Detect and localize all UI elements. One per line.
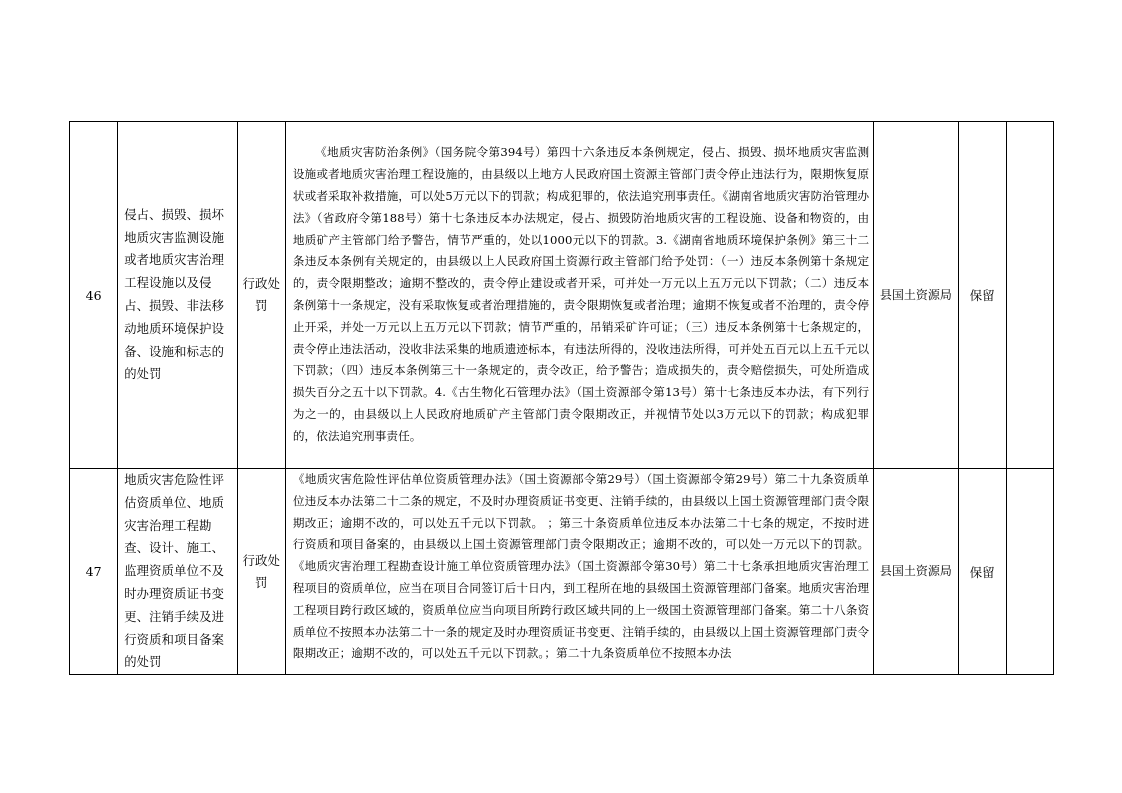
table-row: [70, 122, 1054, 469]
power-type: 行政处罚: [237, 469, 285, 675]
row-number: 47: [70, 469, 118, 675]
legal-basis-cell: [285, 122, 873, 469]
item-name: 地质灾害危险性评估资质单位、地质灾害治理工程勘查、设计、施工、监理资质单位不及时办理资质证书变更、注销手续及进行资质和项目备案的处罚: [124, 473, 225, 670]
table-row: [70, 469, 1054, 675]
responsible-dept: 县国土资源局: [874, 469, 958, 675]
remarks: [1006, 469, 1053, 675]
regulation-table: [69, 121, 1054, 675]
item-name-cell: [118, 469, 237, 675]
legal-basis-text: [286, 142, 873, 447]
disposition: 保留: [958, 122, 1006, 469]
row-number: 46: [70, 122, 118, 469]
legal-basis: 《地质灾害危险性评估单位资质管理办法》（国土资源部令第29号）（国土资源部令第29号）第二十九条资质单位违反本办法第二十二条的规定，不及时办理资质证书变更、注销手续的，由县级以上国土资源管理部门责令限期改正；逾期不改的，可以处五千元以下罚款。 ；第三十条资质单位违反本办法第二十七条的规定，不按时进行资质和项目备案的，由县级以上国土资源管理部门责令限期改正；逾期不改的，可以处一万元以下的罚款。《地质灾害治理工程勘查设计施工单位资质管理办法》（国土资源部令第30号）第二十七条承担地质灾害治理工程项目的资质单位，应当在项目合同签订后十日内，到工程所在地的县级国土资源管理部门备案。地质灾害治理工程项目跨行政区域的，资质单位应当向项目所跨行政区域共同的上一级国土资源管理部门备案。第二十八条资质单位不按照本办法第二十一条的规定及时办理资质证书变更、注销手续的，由县级以上国土资源管理部门责令限期改正；逾期不改的，可以处五千元以下罚款。；第二十九条资质单位不按照本办法: [292, 472, 870, 661]
power-type: 行政处罚: [237, 122, 285, 469]
item-name-cell: [118, 122, 237, 469]
item-name: 侵占、损毁、损坏地质灾害监测设施或者地质灾害治理工程设施以及侵占、损毁、非法移动地质环境保护设备、设施和标志的的处罚: [124, 207, 225, 382]
remarks: [1006, 122, 1053, 469]
legal-basis-cell: [285, 469, 873, 675]
disposition: 保留: [958, 469, 1006, 675]
responsible-dept: 县国土资源局: [874, 122, 958, 469]
legal-basis: 《地质灾害防治条例》（国务院令第394号）第四十六条违反本条例规定，侵占、损毁、损坏地质灾害监测设施或者地质灾害治理工程设施的，由县级以上地方人民政府国土资源主管部门责令停止违法行为，限期恢复原状或者采取补救措施，可以处5万元以下的罚款；构成犯罪的，依法追究刑事责任。《湖南省地质灾害防治管理办法》（省政府令第188号）第十七条违反本办法规定，侵占、损毁防治地质灾害的工程设施、设备和物资的，由地质矿产主管部门给予警告，情节严重的，处以1000元以下的罚款。3.《湖南省地质环境保护条例》第三十二条违反本条例有关规定的，由县级以上人民政府国土资源行政主管部门给予处罚：（一）违反本条例第十条规定的，责令限期整改；逾期不整改的，责令停止建设或者开采，可并处一万元以上五万元以下罚款；（二）违反本条例第十一条规定，没有采取恢复或者治理措施的，责令限期恢复或者治理；逾期不恢复或者不治理的，责令停止开采，并处一万元以上五万元以下罚款；情节严重的，吊销采矿许可证；（三）违反本条例第十七条规定的，责令停止违法活动，没收非法采集的地质遗迹标本，有违法所得的，没收违法所得，可并处五百元以上五千元以下罚款；（四）违反本条例第三十一条规定的，责令改正，给予警告；造成损失的，责令赔偿损失，可处所造成损失百分之五十以下罚款。4.《古生物化石管理办法》（国土资源部令第13号）第十七条违反本办法，有下列行为之一的，由县级以上人民政府地质矿产主管部门责令限期改正，并视情节处以3万元以下的罚款；构成犯罪的，依法追究刑事责任。: [292, 145, 870, 443]
